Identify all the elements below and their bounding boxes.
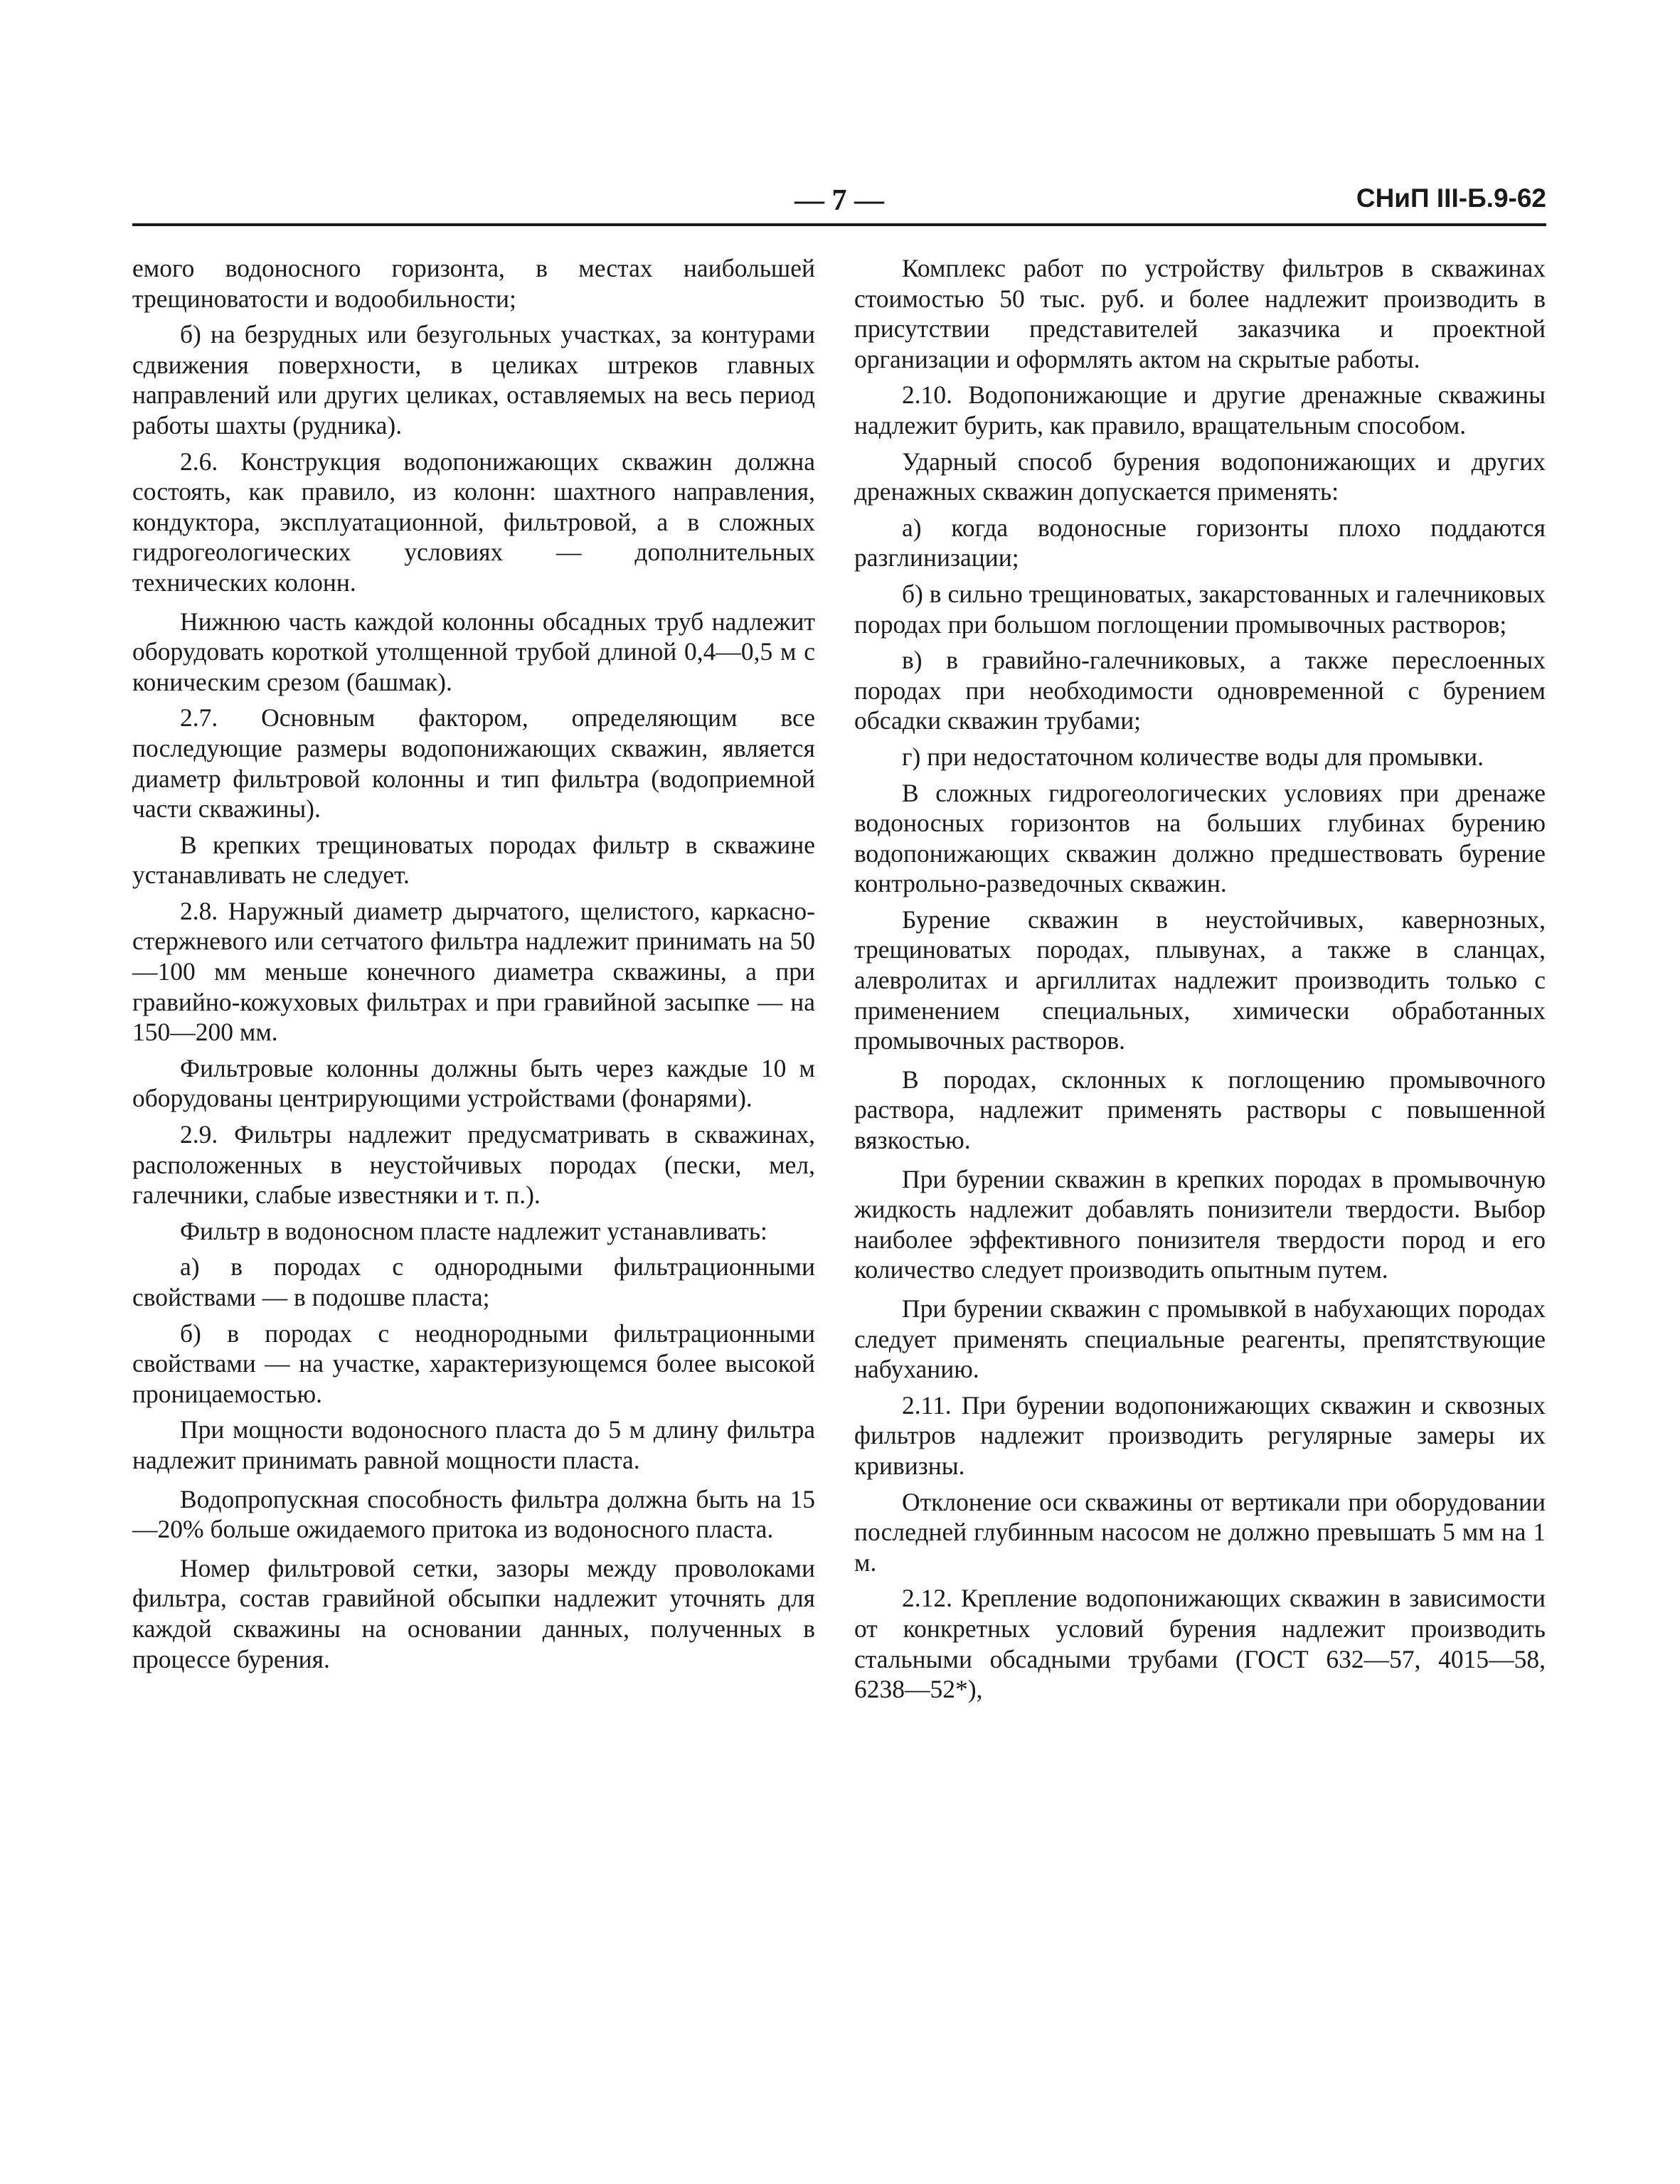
header-rule [132,223,1546,226]
paragraph-section-2-9: 2.9. Фильтры надлежит предусматривать в скважинах, расположенных в неустойчивых породах (пески, мел, галечники, слабые известняки и т. п.). [132,1120,815,1210]
page-number: — 7 — [794,184,884,217]
paragraph-section-2-12: 2.12. Крепление водопонижающих скважин в зависимости от конкретных условий бурения надлежит производить стальными обсадными трубами (ГОСТ 632—57, 4015—58, 6238—52*), [854,1584,1546,1704]
document-code: СНиП III-Б.9-62 [1356,183,1546,213]
paragraph: Номер фильтровой сетки, зазоры между проволоками фильтра, состав гравийной обсыпки надлежит уточнять для каждой скважины на основании данных, полученных в процессе бурения. [132,1553,815,1673]
paragraph: Фильтр в водоносном пласте надлежит устанавливать: [180,1216,767,1245]
paragraph: При бурении скважин в крепких породах в промывочную жидкость надлежит добавлять понизители твердости. Выбор наиболее эффективного понизителя твердости пород и его количество следует производить опытным путем. [854,1164,1546,1284]
paragraph: Комплекс работ по устройству фильтров в скважинах стоимостью 50 тыс. руб. и более надлежит производить в присутствии представителей заказчика и проектной организации и оформлять актом на скрытые работы. [854,254,1546,373]
paragraph: Ударный способ бурения водопонижающих и других дренажных скважин допускается применять: [854,447,1546,506]
paragraph: Нижнюю часть каждой колонны обсадных труб надлежит оборудовать короткой утолщенной трубой длиной 0,4—0,5 м с коническим срезом (башмак). [132,607,815,696]
list-item: б) в сильно трещиноватых, закарстованных и галечниковых породах при большом поглощении промывочных растворов; [854,579,1546,639]
paragraph-section-2-7: 2.7. Основным фактором, определяющим все последующие размеры водопонижающих скважин, является диаметр фильтровой колонны и тип фильтра (водоприемной части скважины). [132,703,815,824]
paragraph: емого водоносного горизонта, в местах наибольшей трещиноватости и водообильности; [132,254,815,313]
right-column [854,253,1546,1710]
list-item: а) в породах с однородными фильтрационными свойствами — в подошве пласта; [132,1252,815,1311]
paragraph: При мощности водоносного пласта до 5 м длину фильтра надлежит принимать равной мощности пласта. [132,1415,815,1474]
list-item: г) при недостаточном количестве воды для промывки. [902,742,1484,771]
list-item: б) в породах с неоднородными фильтрационными свойствами — на участке, характеризующемся более высокой проницаемостью. [132,1319,815,1408]
list-item: а) когда водоносные горизонты плохо поддаются разглинизации; [854,513,1546,572]
paragraph: б) на безрудных или безугольных участках, за контурами сдвижения поверхности, в целиках штреков главных направлений или других целиках, оставляемых на весь период работы шахты (рудника). [132,320,815,440]
left-column [132,253,815,1680]
paragraph-section-2-11: 2.11. При бурении водопонижающих скважин и сквозных фильтров надлежит производить регулярные замеры их кривизны. [854,1390,1546,1480]
paragraph: Фильтровые колонны должны быть через каждые 10 м оборудованы центрирующими устройствами (фонарями). [132,1053,815,1113]
paragraph-section-2-8: 2.8. Наружный диаметр дырчатого, щелистого, каркасно-стержневого или сетчатого фильтра надлежит принимать на 50—100 мм меньше конечного диаметра скважины, а при гравийно-кожуховых фильтрах и при гравийной засыпке — на 150—200 мм. [132,896,815,1047]
paragraph-section-2-10: 2.10. Водопонижающие и другие дренажные скважины надлежит бурить, как правило, вращательным способом. [854,380,1546,440]
list-item: в) в гравийно-галечниковых, а также переслоенных породах при необходимости одновременной с бурением обсадки скважин трубами; [854,646,1546,735]
paragraph: Бурение скважин в неустойчивых, кавернозных, трещиноватых породах, плывунах, а также в сланцах, алевролитах и аргиллитах надлежит производить только с применением специальных, химически обработанных промывочных растворов. [854,905,1546,1055]
paragraph: В сложных гидрогеологических условиях при дренаже водоносных горизонтов на больших глубинах бурению водопонижающих скважин должно предшествовать бурение контрольно-разведочных скважин. [854,778,1546,898]
paragraph-section-2-6: 2.6. Конструкция водопонижающих скважин должна состоять, как правило, из колонн: шахтного направления, кондуктора, эксплуатационной, фильтровой, а в сложных гидрогеологических условиях — дополнительных технических колонн. [132,447,815,597]
paragraph: В породах, склонных к поглощению промывочного раствора, надлежит применять растворы с повышенной вязкостью. [854,1065,1546,1155]
page-header [132,183,1546,219]
paragraph: В крепких трещиноватых породах фильтр в скважине устанавливать не следует. [132,830,815,890]
paragraph: Отклонение оси скважины от вертикали при оборудовании последней глубинным насосом не должно превышать 5 мм на 1 м. [854,1487,1546,1577]
paragraph: Водопропускная способность фильтра должна быть на 15—20% больше ожидаемого притока из водоносного пласта. [132,1484,815,1544]
paragraph: При бурении скважин с промывкой в набухающих породах следует применять специальные реагенты, препятствующие набуханию. [854,1294,1546,1384]
